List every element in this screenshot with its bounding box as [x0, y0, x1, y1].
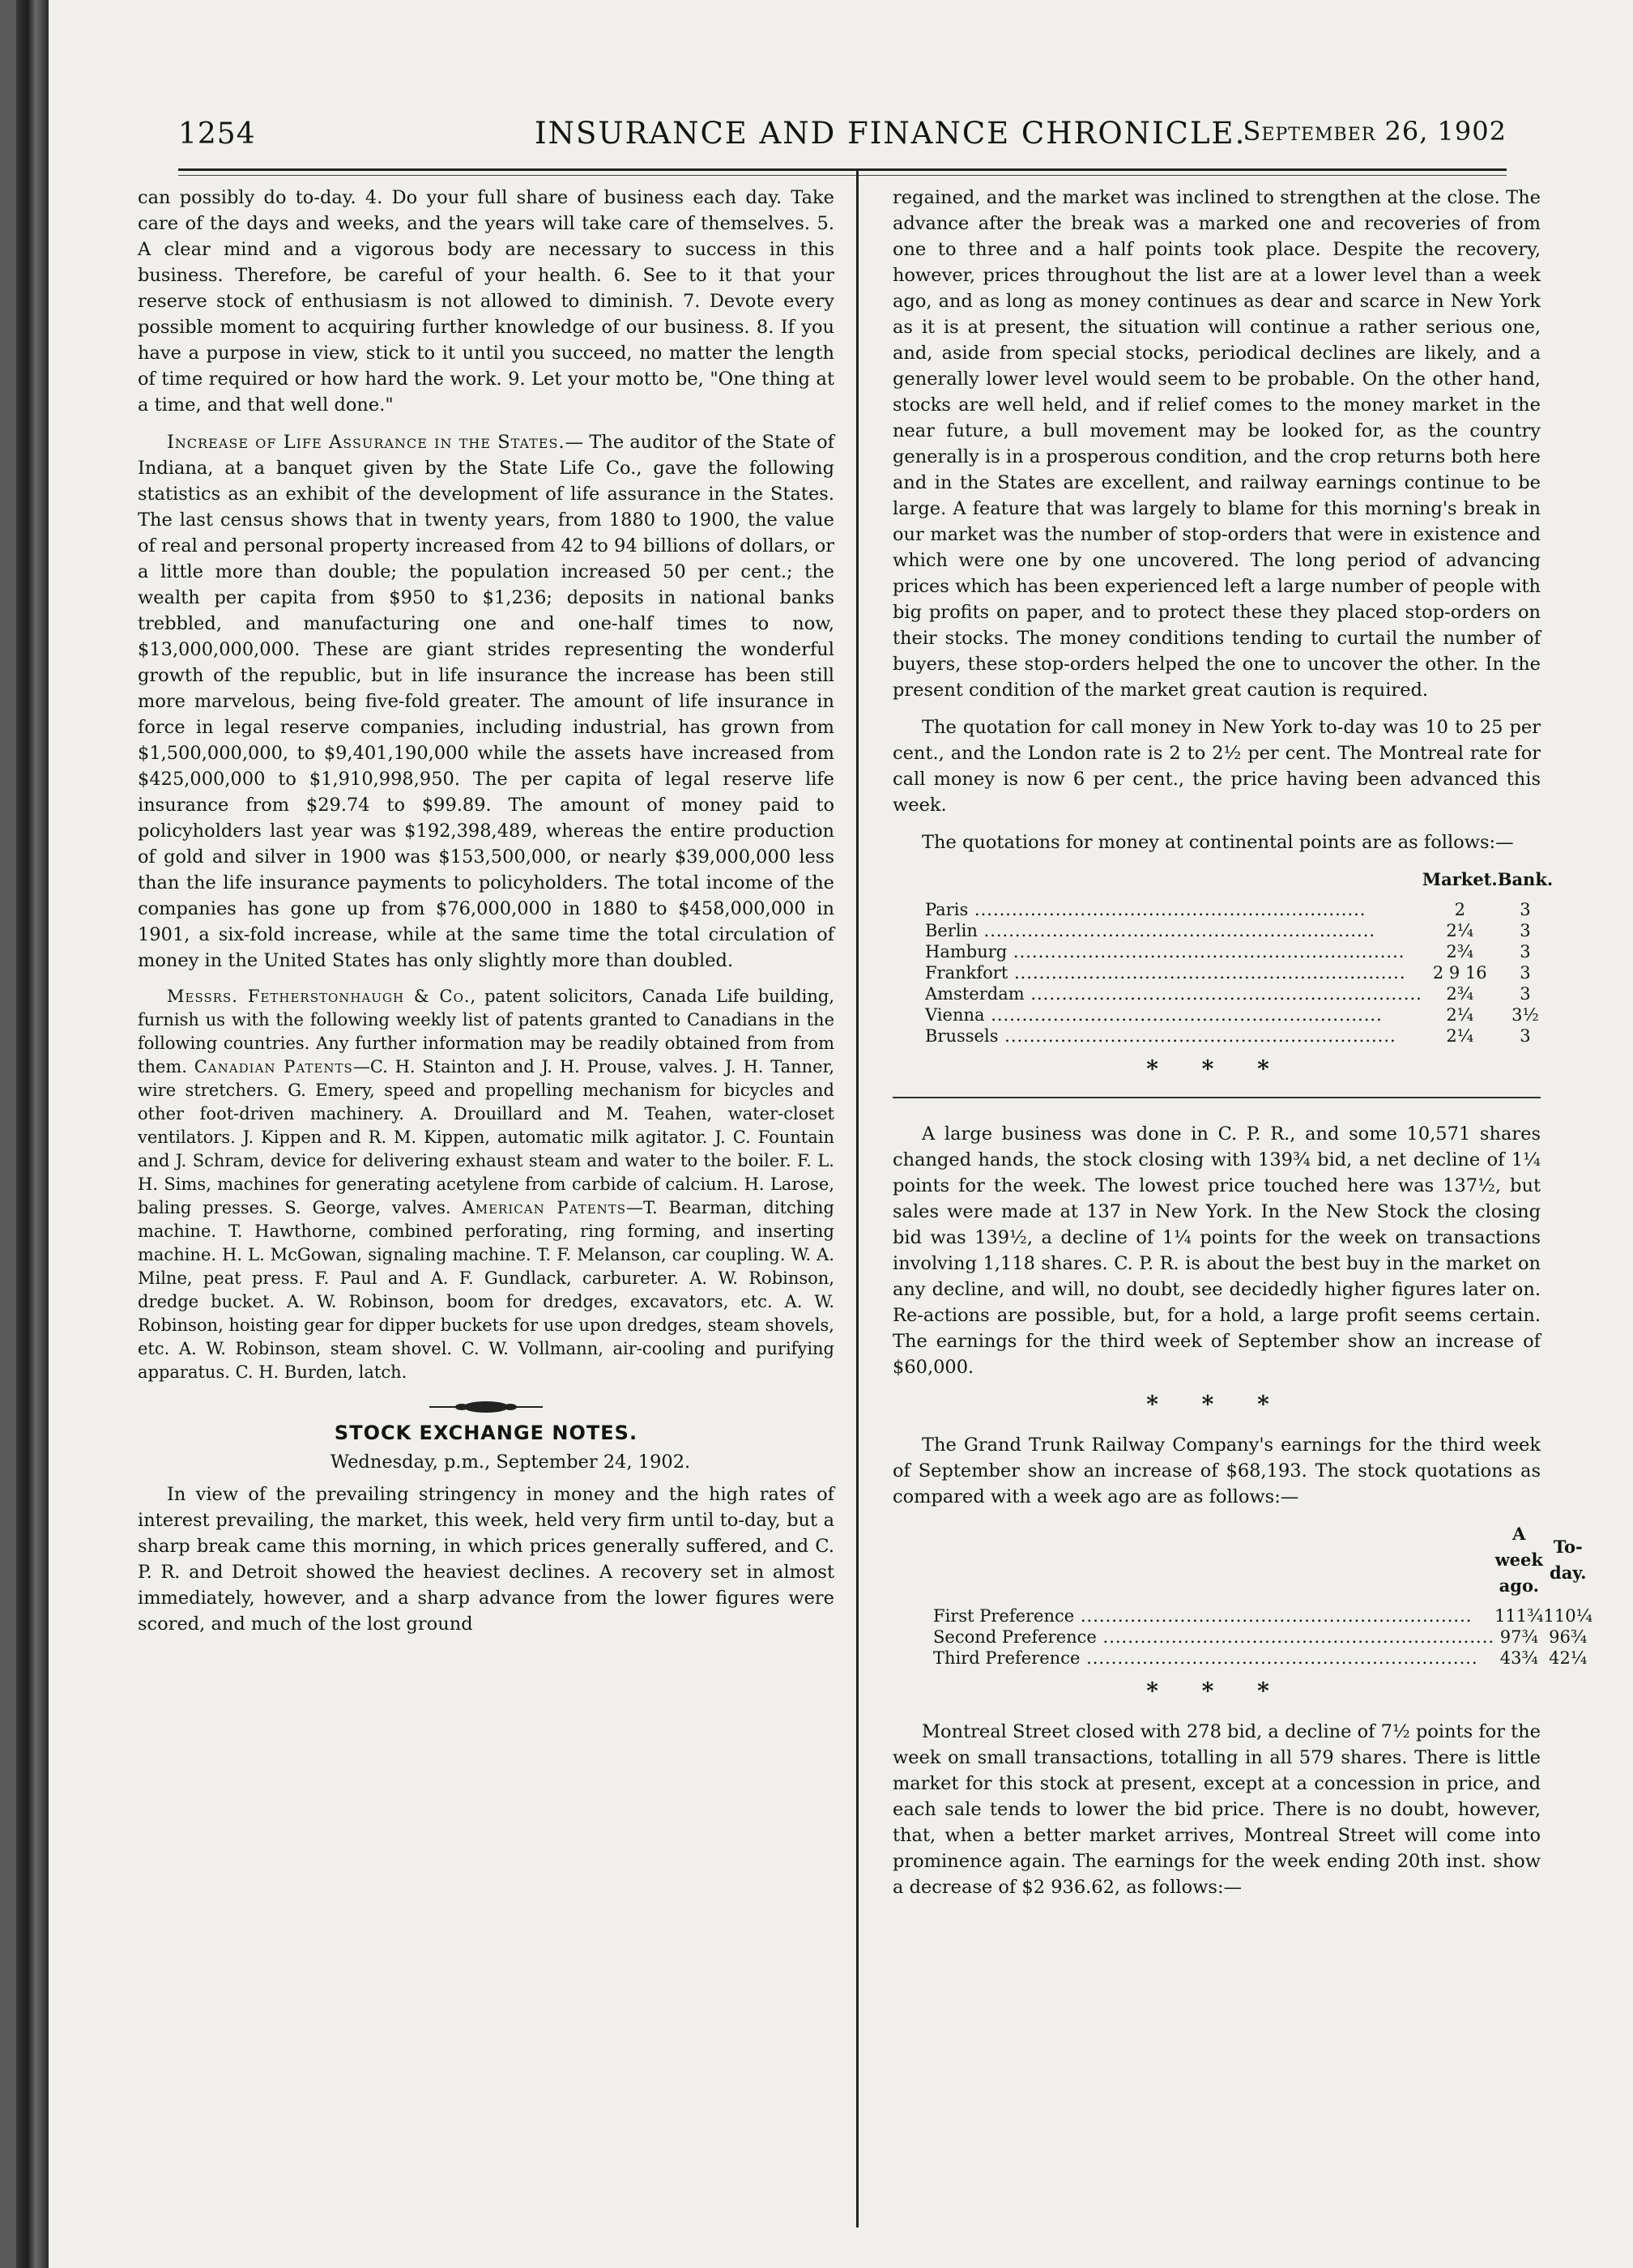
city-name: Berlin — [925, 921, 978, 940]
stock-notes-continuation: regained, and the market was inclined to strengthen at the close. The advance after the break was a marked one and recoveries of from one to three and a half points took place. Despite the recovery, however, prices throughout the list are at a lower level than a week ago, and as long as money continues as dear and scarce in New York as it is at present, the situation will continue a rather serious one, and, aside from special stocks, periodical declines are likely, and a generally lower level would seem to be probable. On the other hand, stocks are well held, and if relief comes to the money market in the near future, a bull movement may be looked for, as the country generally is in a prosperous condition, and the crop returns both here and in the States are excellent, and railway earnings continue to be large. A feature that was largely to blame for this morning's break in our market was the number of stop-orders that were in existence and which were one by one uncovered. The long period of advancing prices which has been experienced left a large number of people with big profits on paper, and to protect these they placed stop-orders on their stocks. The money conditions tending to curtail the number of buyers, these stop-orders helped the one to uncover the other. In the present condition of the market great caution is required. — [893, 187, 1541, 701]
continental-money-table — [925, 867, 1553, 1047]
bank-rate: 3 — [1520, 942, 1531, 961]
table-row — [925, 983, 1553, 1004]
article-heading: Messrs. Fetherstonhaugh & Co. — [167, 987, 471, 1006]
page-header — [178, 109, 1507, 158]
section-stars: * * * — [1146, 1055, 1287, 1082]
subheading-american-patents: American Patents — [462, 1198, 627, 1217]
issue-date: September 26, 1902 — [1243, 116, 1507, 147]
column-divider — [856, 170, 859, 2228]
page — [16, 0, 1633, 2268]
today-price: 96¾ — [1549, 1627, 1588, 1647]
table-row — [925, 899, 1553, 920]
ornament-divider — [138, 1396, 834, 1412]
cpr-paragraph: A large business was done in C. P. R., and some 10,571 shares changed hands, the stock closing with 139¾ bid, a net decline of 1¼ points for the week. The lowest price touched here was 137½, but sales were made at 137 in New York. In the New Stock the closing bid was 139½, a decline of 1¼ points for the week on transactions involving 1,118 shares. C. P. R. is about the best buy in the market on any decline, and will, no doubt, see decidedly higher figures later on. Re-actions are possible, but, for a hold, a large profit seems certain. The earnings for the third week of September show an increase of $60,000. — [893, 1123, 1541, 1378]
bank-rate: 3 — [1520, 900, 1531, 919]
column-header-week-ago: A week ago. — [1494, 1524, 1543, 1596]
article-body: —T. Bearman, ditching machine. T. Hawthorne, combined perforating, ring forming, and inserting machine. H. L. McGowan, signaling machine. T. F. Melanson, car coupling. W. A. Milne, peat press. F. Paul and A. F. Gundlack, carbureter. A. W. Robinson, dredge bucket. A. W. Robinson, boom for dredges, excavators, etc. A. W. Robinson, hoisting gear for dipper buckets for use upon dredges, steam shovels, etc. A. W. Robinson, steam shovel. C. W. Vollmann, air-cooling and purifying apparatus. C. H. Burden, latch. — [138, 1198, 835, 1382]
article-body: —C. H. Stainton and J. H. Prouse, valves. J. H. Tanner, wire stretchers. G. Emery, speed and propelling mechanism for bicycles and other foot-driven machinery. A. Drouillard and M. Teahen, water-closet ventilators. J. Kippen and R. M. Kippen, automatic milk agitator. J. C. Fountain and J. Schram, device for delivering exhaust steam and water to the boiler. F. L. H. Sims, machines for generating acetylene from carbide of calcium. H. Larose, baling presses. S. George, valves. — [138, 1057, 834, 1217]
column-header-market: Market. — [1422, 869, 1498, 889]
section-stars: * * * — [1146, 1678, 1287, 1704]
table-row — [925, 920, 1553, 941]
market-rate: 2¼ — [1446, 1005, 1474, 1025]
section-rule — [893, 1097, 1541, 1098]
table-row — [925, 1004, 1553, 1025]
week-ago-price: 43¾ — [1499, 1648, 1538, 1668]
masthead: INSURANCE AND FINANCE CHRONICLE. — [535, 116, 1247, 151]
article-body: — The auditor of the State of Indiana, at a banquet given by the State Life Co., gave the following statistics as an exhibit of the development of life assurance in the States. The last census shows that in twenty years, from 1880 to 1900, the value of real and personal property increased from 42 to 94 billions of dollars, or a little more than double; the population increased 50 per cent.; the wealth per capita from $950 to $1,236; deposits in national banks trebbled, and manufacturing one and one-half times to now, $13,000,000,000. These are giant strides representing the wonderful growth of the republic, but in life insurance the increase has been still more marvelous, being five-fold greater. The amount of life insurance in force in legal reserve companies, including industrial, has grown from $1,500,000,000, to $9,401,190,000 while the assets have increased from $425,000,000 to $1,910,998,950. The per capita of legal reserve life insurance from $29.74 to $99.89. The amount of money paid to policyholders last year was $192,398,489, whereas the entire production of gold and silver in 1900 was $153,500,000, or nearly $39,000,000 less than the life insurance payments to policyholders. The total income of the companies has gone up from $76,000,000 in 1880 to $458,000,000 in 1901, a six-fold increase, while at the same time the total circulation of money in the United States has only slightly more than doubled. — [138, 432, 834, 971]
bank-rate: 3 — [1520, 921, 1531, 940]
market-rate: 2¼ — [1446, 1026, 1474, 1046]
stock-name: Second Preference — [933, 1627, 1097, 1647]
market-rate: 2¼ — [1446, 921, 1474, 940]
header-rule-thin — [178, 175, 1507, 176]
left-column — [138, 185, 834, 1648]
montreal-street-paragraph: Montreal Street closed with 278 bid, a decline of 7½ points for the week on small transactions, totalling in all 579 shares. There is little market for this stock at present, except at a concession in price, and each sale tends to lower the bid price. There is no doubt, however, that, when a better market arrives, Montreal Street will come into prominence again. The earnings for the week ending 20th inst. show a decrease of $2 936.62, as follows:— — [893, 1721, 1541, 1898]
continental-intro: The quotations for money at continental points are as follows:— — [922, 832, 1514, 853]
grand-trunk-table — [933, 1521, 1592, 1669]
city-name: Hamburg — [925, 942, 1008, 961]
call-money-paragraph: The quotation for call money in New York to-day was 10 to 25 per cent., and the London rate is 2 to 2½ per cent. The Montreal rate for call money is now 6 per cent., the price having been advanced this week. — [893, 717, 1541, 816]
header-rule — [178, 168, 1507, 171]
today-price: 110¼ — [1543, 1606, 1592, 1626]
column-header-today: To-day. — [1550, 1537, 1587, 1583]
market-rate: 2¾ — [1446, 984, 1474, 1004]
stock-notes-intro: In view of the prevailing stringency in money and the high rates of interest prevailing, the market, this week, held very firm until to-day, but a sharp break came this morning, in which prices generally suffered, and C. P. R. and Detroit showed the heaviest declines. A recovery set in almost immediately, however, and a sharp advance from the lower figures were scored, and much of the lost ground — [138, 1484, 834, 1635]
section-title: STOCK EXCHANGE NOTES. — [334, 1422, 638, 1444]
table-row — [933, 1626, 1592, 1648]
city-name: Brussels — [925, 1026, 999, 1046]
stock-name: First Preference — [933, 1606, 1075, 1626]
city-name: Vienna — [925, 1005, 985, 1025]
bank-rate: 3 — [1520, 1026, 1531, 1046]
market-rate: 2 9 16 — [1432, 963, 1487, 983]
article-body: , patent solicitors, Canada Life building, furnish us with the following weekly list of patents granted to Canadians in the following countries. Any further information may be readily obtained from from them. — [138, 987, 834, 1076]
article-heading: Increase of Life Assurance in the States. — [167, 432, 565, 453]
bank-rate: 3 — [1520, 984, 1531, 1004]
today-price: 42¼ — [1549, 1648, 1588, 1668]
grand-trunk-paragraph: The Grand Trunk Railway Company's earnings for the third week of September show an increase of $68,193. The stock quotations as compared with a week ago are as follows:— — [893, 1435, 1541, 1507]
dateline: Wednesday, p.m., September 24, 1902. — [330, 1452, 691, 1473]
week-ago-price: 111¾ — [1494, 1606, 1544, 1626]
bank-rate: 3½ — [1511, 1005, 1539, 1025]
city-name: Amsterdam — [925, 984, 1025, 1004]
life-assurance-article — [138, 429, 834, 974]
table-row — [925, 1025, 1553, 1047]
subheading-canadian-patents: Canadian Patents — [194, 1057, 353, 1076]
section-stars: * * * — [1146, 1391, 1287, 1418]
city-name: Paris — [925, 900, 969, 919]
table-row — [925, 941, 1553, 962]
article-continuation: can possibly do to-day. 4. Do your full share of business each day. Take care of the days and weeks, and the years will take care of themselves. 5. A clear mind and a vigorous body are necessary to success in this business. Therefore, be careful of your health. 6. See to it that your reserve stock of enthusiasm is not allowed to diminish. 7. Devote every possible moment to acquiring further knowledge of our business. 8. If you have a purpose in view, stick to it until you succeed, no matter the length of time required or how hard the work. 9. Let your motto be, "One thing at a time, and that well done." — [138, 187, 834, 416]
right-column — [893, 185, 1592, 1912]
table-row — [925, 962, 1553, 983]
city-name: Frankfort — [925, 963, 1008, 983]
patents-article — [138, 985, 834, 1384]
stock-name: Third Preference — [933, 1648, 1081, 1668]
bank-rate: 3 — [1520, 963, 1531, 983]
page-number: 1254 — [178, 117, 256, 151]
column-header-bank: Bank. — [1497, 869, 1554, 889]
table-row — [933, 1605, 1592, 1626]
book-binding — [16, 0, 49, 2268]
week-ago-price: 97¾ — [1499, 1627, 1538, 1647]
table-row — [933, 1648, 1592, 1669]
market-rate: 2¾ — [1446, 942, 1474, 961]
market-rate: 2 — [1454, 900, 1465, 919]
